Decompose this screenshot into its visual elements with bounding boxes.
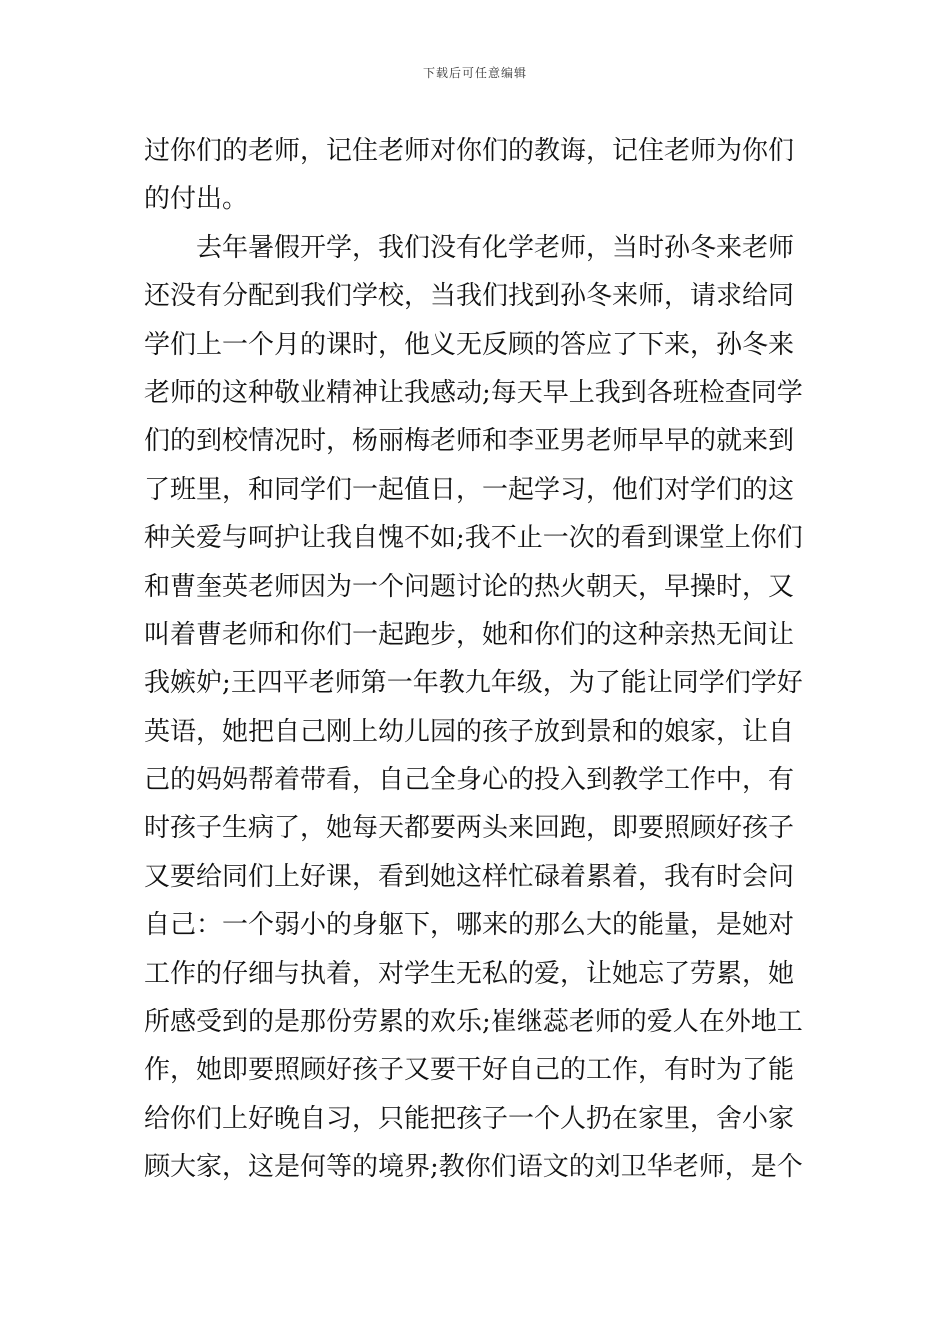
text-line: 老师的这种敬业精神让我感动;每天早上我到各班检查同学 <box>144 377 803 408</box>
text-line: 种关爱与呵护让我自愧不如;我不止一次的看到课堂上你们 <box>144 523 803 554</box>
text-line: 过你们的老师，记住老师对你们的教诲，记住老师为你们 <box>144 136 795 166</box>
text-line: 学们上一个月的课时，他义无反顾的答应了下来，孙冬来 <box>144 329 795 360</box>
paragraph-start-line: 去年暑假开学，我们没有化学老师，当时孙冬来老师 <box>196 232 795 263</box>
text-line: 自己：一个弱小的身躯下，哪来的那么大的能量，是她对 <box>144 910 795 941</box>
text-line: 了班里，和同学们一起值日，一起学习，他们对学们的这 <box>144 474 795 505</box>
body-text <box>144 127 814 1192</box>
text-line: 又要给同们上好课，看到她这样忙碌着累着，我有时会问 <box>144 861 795 892</box>
text-line: 所感受到的是那份劳累的欢乐;崔继蕊老师的爱人在外地工 <box>144 1007 803 1038</box>
text-line: 和曹奎英老师因为一个问题讨论的热火朝天，早操时，又 <box>144 571 795 602</box>
text-line: 英语，她把自己刚上幼儿园的孩子放到景和的娘家，让自 <box>144 716 795 747</box>
text-line: 己的妈妈帮着带看，自己全身心的投入到教学工作中，有 <box>144 765 795 796</box>
text-line: 我嫉妒;王四平老师第一年教九年级，为了能让同学们学好 <box>144 668 803 699</box>
text-line: 时孩子生病了，她每天都要两头来回跑，即要照顾好孩子 <box>144 813 795 844</box>
text-line: 叫着曹老师和你们一起跑步，她和你们的这种亲热无间让 <box>144 619 795 650</box>
page-header: 下载后可任意编辑 <box>422 66 527 80</box>
text-line: 工作的仔细与执着，对学生无私的爱，让她忘了劳累，她 <box>144 958 795 989</box>
text-line: 给你们上好晚自习，只能把孩子一个人扔在家里，舍小家 <box>144 1103 795 1134</box>
text-line: 顾大家，这是何等的境界;教你们语文的刘卫华老师，是个 <box>144 1152 803 1183</box>
text-line: 的付出。 <box>144 184 249 215</box>
text-line: 们的到校情况时，杨丽梅老师和李亚男老师早早的就来到 <box>144 426 795 457</box>
text-line: 作，她即要照顾好孩子又要干好自己的工作，有时为了能 <box>144 1055 795 1086</box>
text-line: 还没有分配到我们学校，当我们找到孙冬来师，请求给同 <box>144 281 795 312</box>
